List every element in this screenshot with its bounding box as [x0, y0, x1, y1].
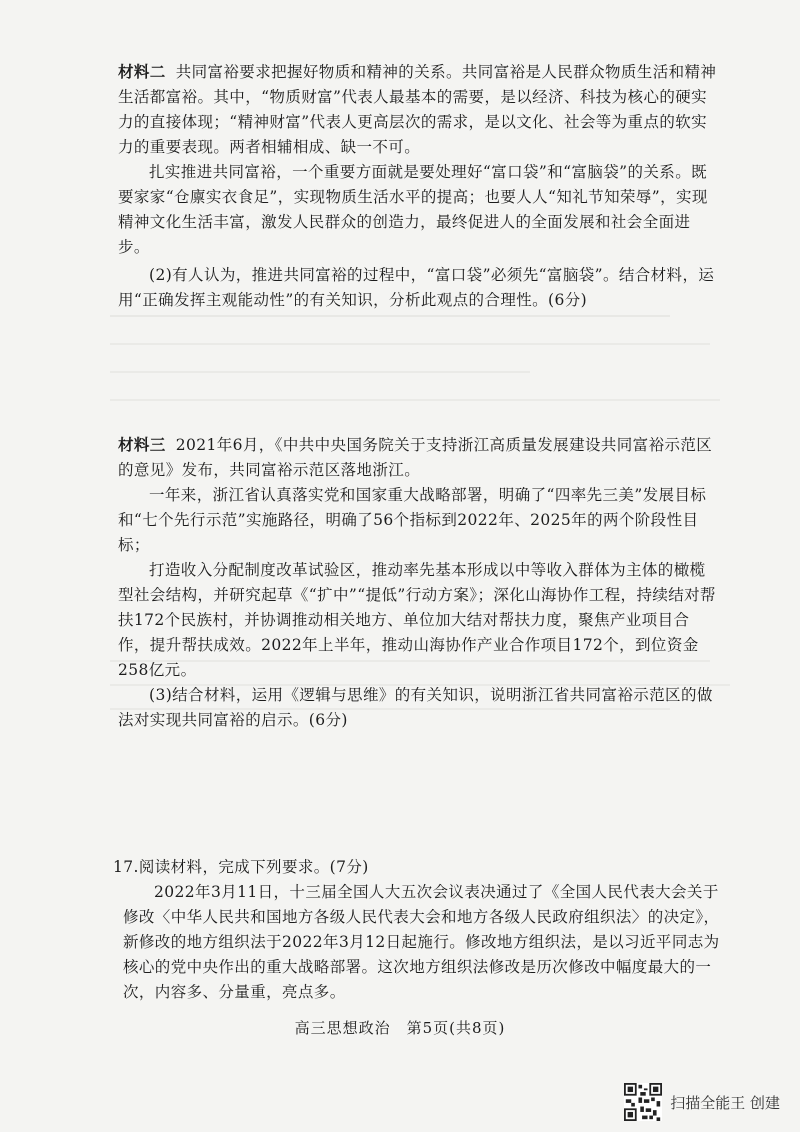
material-3	[118, 433, 718, 733]
question-17	[113, 855, 733, 1005]
page-footer: 高三思想政治 第5页(共8页)	[294, 1019, 506, 1037]
material-2	[118, 60, 718, 313]
material-3-paragraph-2: 一年来，浙江省认真落实党和国家重大战略部署，明确了“四率先三美”发展目标和“七个先行示范”实施路径，明确了56个指标到2022年、2025年的两个阶段性目标；	[118, 486, 707, 554]
material-3-paragraph-3: 打造收入分配制度改革试验区，推动率先基本形成以中等收入群体为主体的橄榄型社会结构，并研究起草《“扩中”“提低”行动方案》；深化山海协作工程，持续结对帮扶172个民族村，并协调推动相关地方、单位加大结对帮扶力度，聚焦产业项目合作，提升帮扶成效。2022年上半年，推动山海协作产业合作项目172个，到位资金258亿元。	[118, 561, 716, 679]
question-2: (2)有人认为，推进共同富裕的过程中，“富口袋”必须先“富脑袋”。结合材料，运用“正确发挥主观能动性”的有关知识，分析此观点的合理性。(6分)	[118, 266, 715, 309]
question-3: (3)结合材料，运用《逻辑与思维》的有关知识，说明浙江省共同富裕示范区的做法对实现共同富裕的启示。(6分)	[118, 686, 713, 729]
material-2-paragraph-2: 扎实推进共同富裕，一个重要方面就是要处理好“富口袋”和“富脑袋”的关系。既要家家“仓廪实衣食足”，实现物质生活水平的提高；也要人人“知礼节知荣辱”，实现精神文化生活丰富，激发人民群众的创造力，最终促进人的全面发展和社会全面进步。	[118, 163, 708, 256]
material-2-paragraph-1: 共同富裕要求把握好物质和精神的关系。共同富裕是人民群众物质生活和精神生活都富裕。其中，“物质财富”代表人最基本的需要，是以经济、科技为核心的硬实力的直接体现；“精神财富”代表人更高层次的需求，是以文化、社会等为重点的软实力的重要表现。两者相辅相成、缺一不可。	[118, 63, 717, 156]
material-2-label: 材料二	[118, 63, 166, 81]
question-17-title: 17.阅读材料，完成下列要求。(7分)	[113, 858, 369, 876]
camscanner-watermark	[624, 1083, 780, 1121]
watermark-text: 扫描全能王 创建	[670, 1093, 780, 1112]
material-3-paragraph-1: 2021年6月，《中共中央国务院关于支持浙江高质量发展建设共同富裕示范区的意见》发布，共同富裕示范区落地浙江。	[118, 436, 713, 479]
qr-code-icon	[624, 1083, 662, 1121]
question-17-paragraph: 2022年3月11日，十三届全国人大五次会议表决通过了《全国人民代表大会关于修改〈中华人民共和国地方各级人民代表大会和地方各级人民政府组织法〉的决定》，新修改的地方组织法于2022年3月12日起施行。修改地方组织法，是以习近平同志为核心的党中央作出的重大战略部署。这次地方组织法修改是历次修改中幅度最大的一次，内容多、分量重，亮点多。	[123, 883, 720, 1001]
material-3-label: 材料三	[118, 436, 166, 454]
